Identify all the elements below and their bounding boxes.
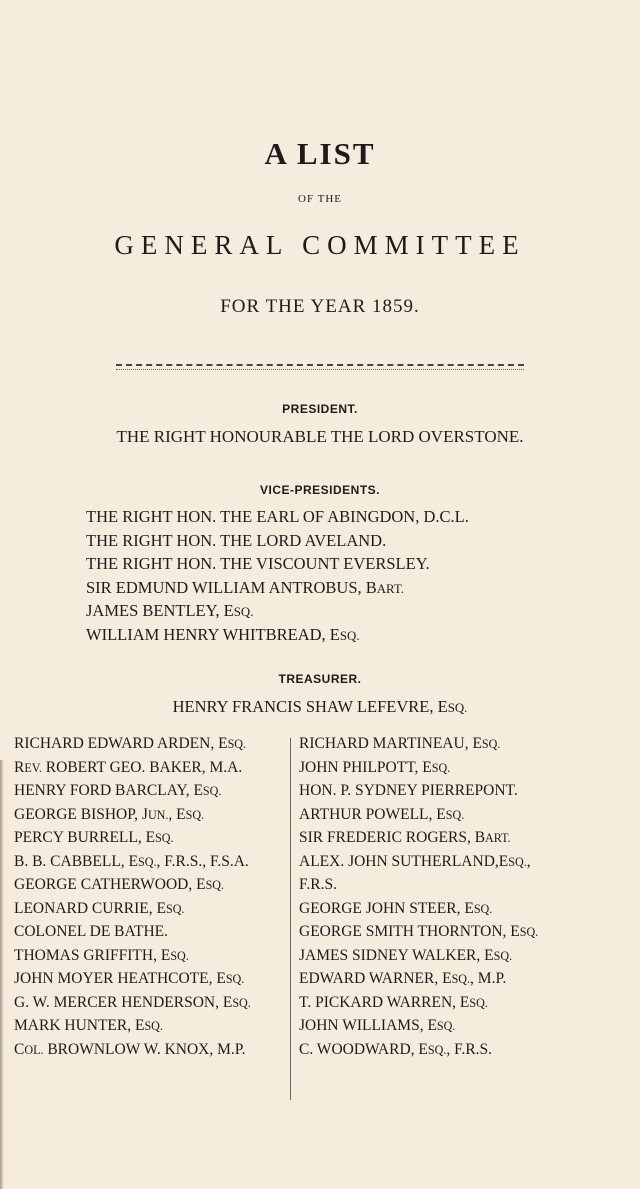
vice-president-entry: THE RIGHT HON. THE VISCOUNT EVERSLEY. [86,554,430,573]
committee-member-entry: F.R.S. [299,876,337,893]
column-divider [290,738,291,1100]
president-heading: PRESIDENT. [282,402,358,416]
committee-member-entry: LEONARD CURRIE, ESQ. [14,899,185,917]
vice-president-entry: WILLIAM HENRY WHITBREAD, ESQ. [86,624,360,644]
committee-member-entry: B. B. CABBELL, ESQ., F.R.S., F.S.A. [14,852,249,870]
committee-member-entry: JAMES SIDNEY WALKER, ESQ. [299,946,513,964]
vice-president-entry: THE RIGHT HON. THE LORD AVELAND. [86,530,387,550]
title-connector: OF THE [298,193,342,205]
committee-member-entry: C. WOODWARD, ESQ., F.R.S. [299,1040,493,1058]
committee-member-entry: RICHARD EDWARD ARDEN, ESQ. [14,735,247,752]
committee-member-entry: REV. ROBERT GEO. BAKER, M.A. [14,758,243,776]
committee-member-entry: JOHN PHILPOTT, ESQ. [299,758,451,776]
page-edge-shadow [0,760,4,1189]
committee-member-entry: COL. BROWNLOW W. KNOX, M.P. [14,1040,246,1058]
committee-member-entry: COLONEL DE BATHE. [14,923,168,940]
committee-list-right [299,735,538,1064]
committee-member-entry: JOHN WILLIAMS, ESQ. [299,1017,456,1034]
treasurer-name: HENRY FRANCIS SHAW LEFEVRE, ESQ. [172,697,468,716]
committee-member-entry: GEORGE JOHN STEER, ESQ. [299,899,493,917]
vice-presidents-heading: VICE-PRESIDENTS. [259,483,381,497]
vice-presidents-list [86,507,469,648]
president-name: THE RIGHT HONOURABLE THE LORD OVERSTONE. [116,427,524,446]
committee-member-entry: JOHN MOYER HEATHCOTE, ESQ. [14,970,245,987]
ornamental-rule [116,364,524,370]
committee-member-entry: MARK HUNTER, ESQ. [14,1017,163,1034]
committee-member-entry: ALEX. JOHN SUTHERLAND,ESQ., [299,852,531,870]
vice-president-entry: THE RIGHT HON. THE EARL OF ABINGDON, D.C.L. [86,507,469,526]
committee-member-entry: HENRY FORD BARCLAY, ESQ. [14,782,222,799]
committee-member-entry: G. W. MERCER HENDERSON, ESQ. [14,993,251,1011]
committee-member-entry: THOMAS GRIFFITH, ESQ. [14,946,189,964]
committee-member-entry: HON. P. SYDNEY PIERREPONT. [299,782,518,799]
committee-member-entry: PERCY BURRELL, ESQ. [14,829,174,846]
committee-member-entry: GEORGE BISHOP, JUN., ESQ. [14,805,205,823]
page-title: A LIST [264,136,376,171]
treasurer-heading: TREASURER. [278,672,362,686]
committee-member-entry: SIR FREDERIC ROGERS, BART. [299,829,511,846]
committee-member-entry: ARTHUR POWELL, ESQ. [299,805,465,823]
committee-member-entry: RICHARD MARTINEAU, ESQ. [299,735,501,752]
vice-president-entry: SIR EDMUND WILLIAM ANTROBUS, BART. [86,577,404,597]
committee-list-left [14,735,251,1064]
committee-member-entry: GEORGE SMITH THORNTON, ESQ. [299,923,539,940]
year-line: FOR THE YEAR 1859. [220,296,420,317]
committee-member-entry: GEORGE CATHERWOOD, ESQ. [14,876,225,893]
committee-member-entry: EDWARD WARNER, ESQ., M.P. [299,970,507,987]
committee-member-entry: T. PICKARD WARREN, ESQ. [299,993,488,1011]
vice-president-entry: JAMES BENTLEY, ESQ. [86,601,254,620]
committee-heading: GENERAL COMMITTEE [114,230,526,260]
